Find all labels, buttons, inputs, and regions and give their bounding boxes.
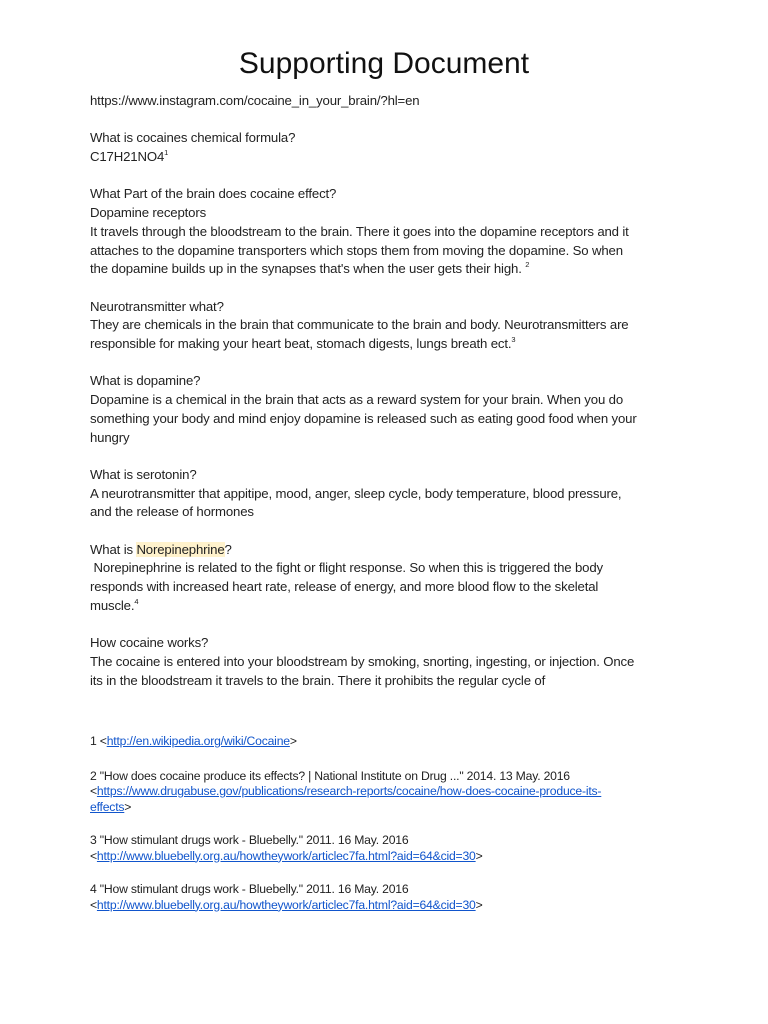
footnote-link[interactable]: http://www.bluebelly.org.au/howtheywork/articlec7fa.html?aid=64&cid=30 [96,848,476,863]
footnote-2: 2 "How does cocaine produce its effects? | National Institute on Drug ..." 2014. 13 May. 2016 <https://www.drugabuse.gov/publications/research-reports/cocaine/how-does-cocaine-produce-its- effects> [90,768,602,814]
answer-line: Dopamine is a chemical in the brain that acts as a reward system for your brain. When you do [90,392,624,408]
highlighted-term: Norepinephrine [136,541,225,557]
document-title: Supporting Document [238,47,530,80]
question-chemical-formula: What is cocaines chemical formula? [90,130,296,146]
subheading-dopamine-receptors: Dopamine receptors [90,205,207,221]
footnotes [90,734,690,931]
document-body [90,92,690,690]
footnote-4: 4 "How stimulant drugs work - Bluebelly." 2011. 16 May. 2016 <http://www.bluebelly.org.au/howtheywork/articlec7fa.html?aid=64&cid=30> [90,882,483,912]
question-serotonin: What is serotonin? [90,466,197,482]
answer-line: They are chemicals in the brain that communicate to the brain and body. Neurotransmitters are [90,317,629,333]
question-norepinephrine: What is Norepinephrine? [90,541,232,557]
answer-line: A neurotransmitter that appitipe, mood, anger, sleep cycle, body temperature, blood pressure, [90,485,622,501]
answer-line: Norepinephrine is related to the fight or flight response. So when this is triggered the body [90,560,603,576]
footnote-ref[interactable]: 4 [134,596,139,606]
answer-line: something your body and mind enjoy dopamine is released such as eating good food when your [90,410,637,426]
answer-line: The cocaine is entered into your bloodstream by smoking, snorting, ingesting, or injection. Once [90,653,635,669]
source-url: https://www.instagram.com/cocaine_in_your_brain/?hl=en [90,93,420,108]
footnote-ref[interactable]: 3 [511,335,516,345]
footnote-3: 3 "How stimulant drugs work - Bluebelly." 2011. 16 May. 2016 <http://www.bluebelly.org.au/howtheywork/articlec7fa.html?aid=64&cid=30> [90,833,483,863]
footnote-1: 1 <http://en.wikipedia.org/wiki/Cocaine> [90,734,297,748]
question-neurotransmitter: Neurotransmitter what? [90,298,224,314]
question-dopamine: What is dopamine? [90,373,201,389]
footnote-link[interactable]: https://www.drugabuse.gov/publications/research-reports/cocaine/how-does-cocaine-produce-its- [96,784,602,798]
question-how-cocaine-works: How cocaine works? [90,635,209,651]
answer-line: hungry [90,429,130,445]
footnote-ref[interactable]: 1 [164,148,169,158]
answer-line: the dopamine builds up in the synapses that's when the user gets their high. $^2$ [90,260,530,277]
footnote-ref[interactable]: 2 [525,260,530,270]
answer-chemical-formula: $C17H21NO4^1$ [90,148,169,165]
answer-line: responsible for making your heart beat, stomach digests, lungs breath ect.$^3$ [90,335,516,352]
answer-line: its in the bloodstream it travels to the brain. There it prohibits the regular cycle of [90,672,546,688]
footnote-link-continued[interactable]: effects [90,799,125,814]
question-brain-part: What Part of the brain does cocaine effect? [90,186,337,202]
answer-line: muscle.$^4$ [90,596,139,613]
answer-line: and the release of hormones [90,504,254,520]
footnote-link[interactable]: http://www.bluebelly.org.au/howtheywork/articlec7fa.html?aid=64&cid=30 [96,897,476,912]
answer-line: attaches to the dopamine transporters which stops them from moving the dopamine. So when [90,242,623,258]
answer-line: It travels through the bloodstream to the brain. There it goes into the dopamine receptors and it [90,223,629,239]
answer-line: responds with increased heart rate, release of energy, and more blood flow to the skeletal [90,579,599,595]
footnote-link[interactable]: http://en.wikipedia.org/wiki/Cocaine [106,734,290,748]
